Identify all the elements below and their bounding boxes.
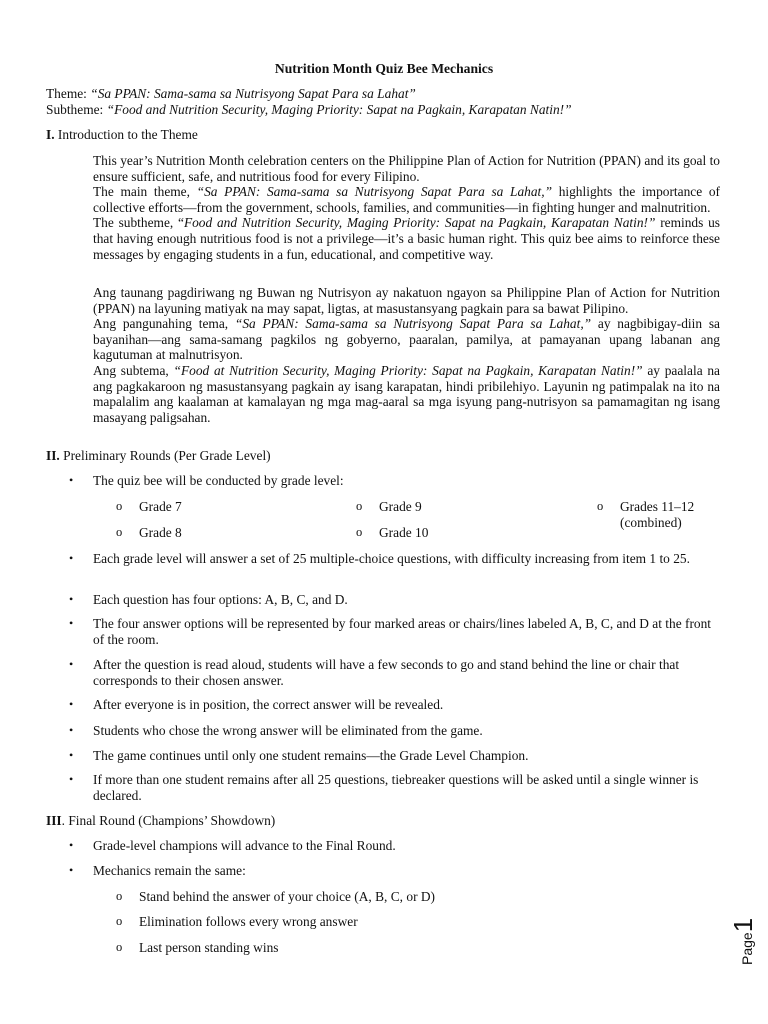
page-number (722, 905, 768, 965)
intro-tl-p1: Ang taunang pagdiriwang ng Buwan ng Nutrisyon ay nakatuon ngayon sa Philippine Plan of Action for Nutrition (PPAN) na layuning matiyak na may sapat, ligtas, at masustansyang pagkain para sa bawat Pilipino. (93, 285, 720, 316)
list-item: • Mechanics remain the same: (93, 863, 720, 879)
list-item: • Each grade level will answer a set of 25 multiple-choice questions, with difficulty increasing from item 1 to 25. (93, 551, 720, 567)
list-item: • After everyone is in position, the correct answer will be revealed. (93, 697, 720, 713)
list-item: • After the question is read aloud, students will have a few seconds to go and stand behind the line or chair that corresponds to their chosen answer. (93, 657, 720, 688)
subtheme-line (46, 102, 726, 118)
grade-7-item: o Grade 7 (139, 499, 182, 515)
intro-en-p3-subtheme: Food and Nutrition Security, Maging Priority: Sapat na Pagkain, Karapatan Natin!” (183, 215, 656, 231)
grade-11-12-note: (combined) (620, 514, 682, 530)
intro-tl-p2-theme: “Sa PPAN: Sama-sama sa Nutrisyong Sapat Para sa Lahat,” (234, 316, 592, 332)
intro-tagalog (93, 285, 720, 425)
intro-tl-p2-b: ay nagbibigay-diin sa bayanihan—ang sama-samang pagkilos ng gobyerno, paaralan, pamilya, at pamayanan upang labanan ang kagutuman at malnutrisyon. (93, 316, 720, 363)
theme-block (46, 86, 726, 118)
intro-en-p2-b: highlights the importance of collective efforts—from the government, schools, families, and communities—in fighting hunger and malnutrition. (93, 184, 720, 215)
intro-en-p3-b: reminds us that having enough nutritious food is not a privilege—it’s a basic human right. This quiz bee aims to reinforce these messages by engaging students in a fun, educational, and competitive way. (93, 215, 720, 262)
intro-en-p2 (93, 184, 720, 215)
sub-list-item: o Last person standing wins (139, 940, 278, 956)
page-number-value: 1 (728, 917, 758, 933)
list-item: • The quiz bee will be conducted by grade level: (93, 473, 720, 489)
grade-9-item: o Grade 9 (379, 499, 422, 515)
section-2-title: Preliminary Rounds (Per Grade Level) (59, 448, 271, 463)
document-title: Nutrition Month Quiz Bee Mechanics (274, 61, 494, 76)
section-3-heading (46, 813, 726, 829)
section-1-number: I. (46, 127, 55, 142)
grade-10-item: o Grade 10 (379, 525, 428, 541)
grade-11-12-label: Grades 11–12 (620, 499, 695, 514)
page-number-rotated (728, 917, 758, 965)
list-item: • Students who chose the wrong answer will be eliminated from the game. (93, 723, 720, 739)
section-2-number: II. (46, 448, 60, 463)
intro-tl-p3 (93, 363, 720, 425)
intro-tl-p2 (93, 316, 720, 363)
intro-english (93, 153, 720, 262)
subtheme-text: “Food and Nutrition Security, Maging Priority: Sapat na Pagkain, Karapatan Natin!” (106, 102, 572, 117)
theme-label: Theme: (46, 86, 91, 101)
section-3-title: . Final Round (Champions’ Showdown) (61, 813, 276, 828)
intro-en-p3 (93, 215, 720, 262)
section-1-title: Introduction to the Theme (54, 127, 198, 142)
intro-tl-p3-a: Ang subtema, (93, 362, 174, 378)
intro-en-p2-theme: “Sa PPAN: Sama-sama sa Nutrisyong Sapat Para sa Lahat,” (196, 184, 553, 200)
list-item: • The four answer options will be represented by four marked areas or chairs/lines labeled A, B, C, and D at the front of the room. (93, 616, 720, 647)
intro-tl-p3-subtheme: “Food at Nutrition Security, Maging Priority: Sapat na Pagkain, Karapatan Natin!” (173, 362, 643, 378)
intro-tl-p2-a: Ang pangunahing tema, (93, 316, 235, 332)
subtheme-label: Subtheme: (46, 102, 107, 117)
sub-list-item: o Elimination follows every wrong answer (139, 914, 358, 930)
sub-list-item: o Stand behind the answer of your choice (A, B, C, or D) (139, 889, 435, 905)
section-2-heading (46, 448, 726, 464)
intro-en-p3-a: The subtheme, “ (93, 215, 184, 231)
list-item: • Each question has four options: A, B, C, and D. (93, 592, 720, 608)
theme-text: “Sa PPAN: Sama-sama sa Nutrisyong Sapat Para sa Lahat” (90, 86, 416, 101)
list-item: • If more than one student remains after all 25 questions, tiebreaker questions will be asked until a single winner is declared. (93, 772, 720, 803)
list-item: • Grade-level champions will advance to the Final Round. (93, 838, 720, 854)
theme-line (46, 86, 726, 102)
grade-8-item: o Grade 8 (139, 525, 182, 541)
section-3-number: III (46, 813, 62, 828)
intro-en-p2-a: The main theme, (93, 184, 197, 200)
page-label: Page (739, 932, 755, 965)
section-1-heading (46, 127, 726, 143)
intro-en-p1: This year’s Nutrition Month celebration centers on the Philippine Plan of Action for Nutrition (PPAN) and its goal to ensure sufficient, safe, and nutritious food for every Filipino. (93, 153, 720, 184)
intro-tl-p3-b: ay paalala na ang pagkakaroon ng masustansyang pagkain ay isang karapatan, hindi pribilehiyo. Layunin ng patimpalak na ito na mapalalim ang kaalaman at kamalayan ng mga mag-aaral sa mga isyung pang-nutrisyon sa pamamagitan ng isang masayang paligsahan. (93, 362, 721, 425)
grade-11-12-item (620, 499, 694, 530)
list-item: • The game continues until only one student remains—the Grade Level Champion. (93, 748, 720, 764)
